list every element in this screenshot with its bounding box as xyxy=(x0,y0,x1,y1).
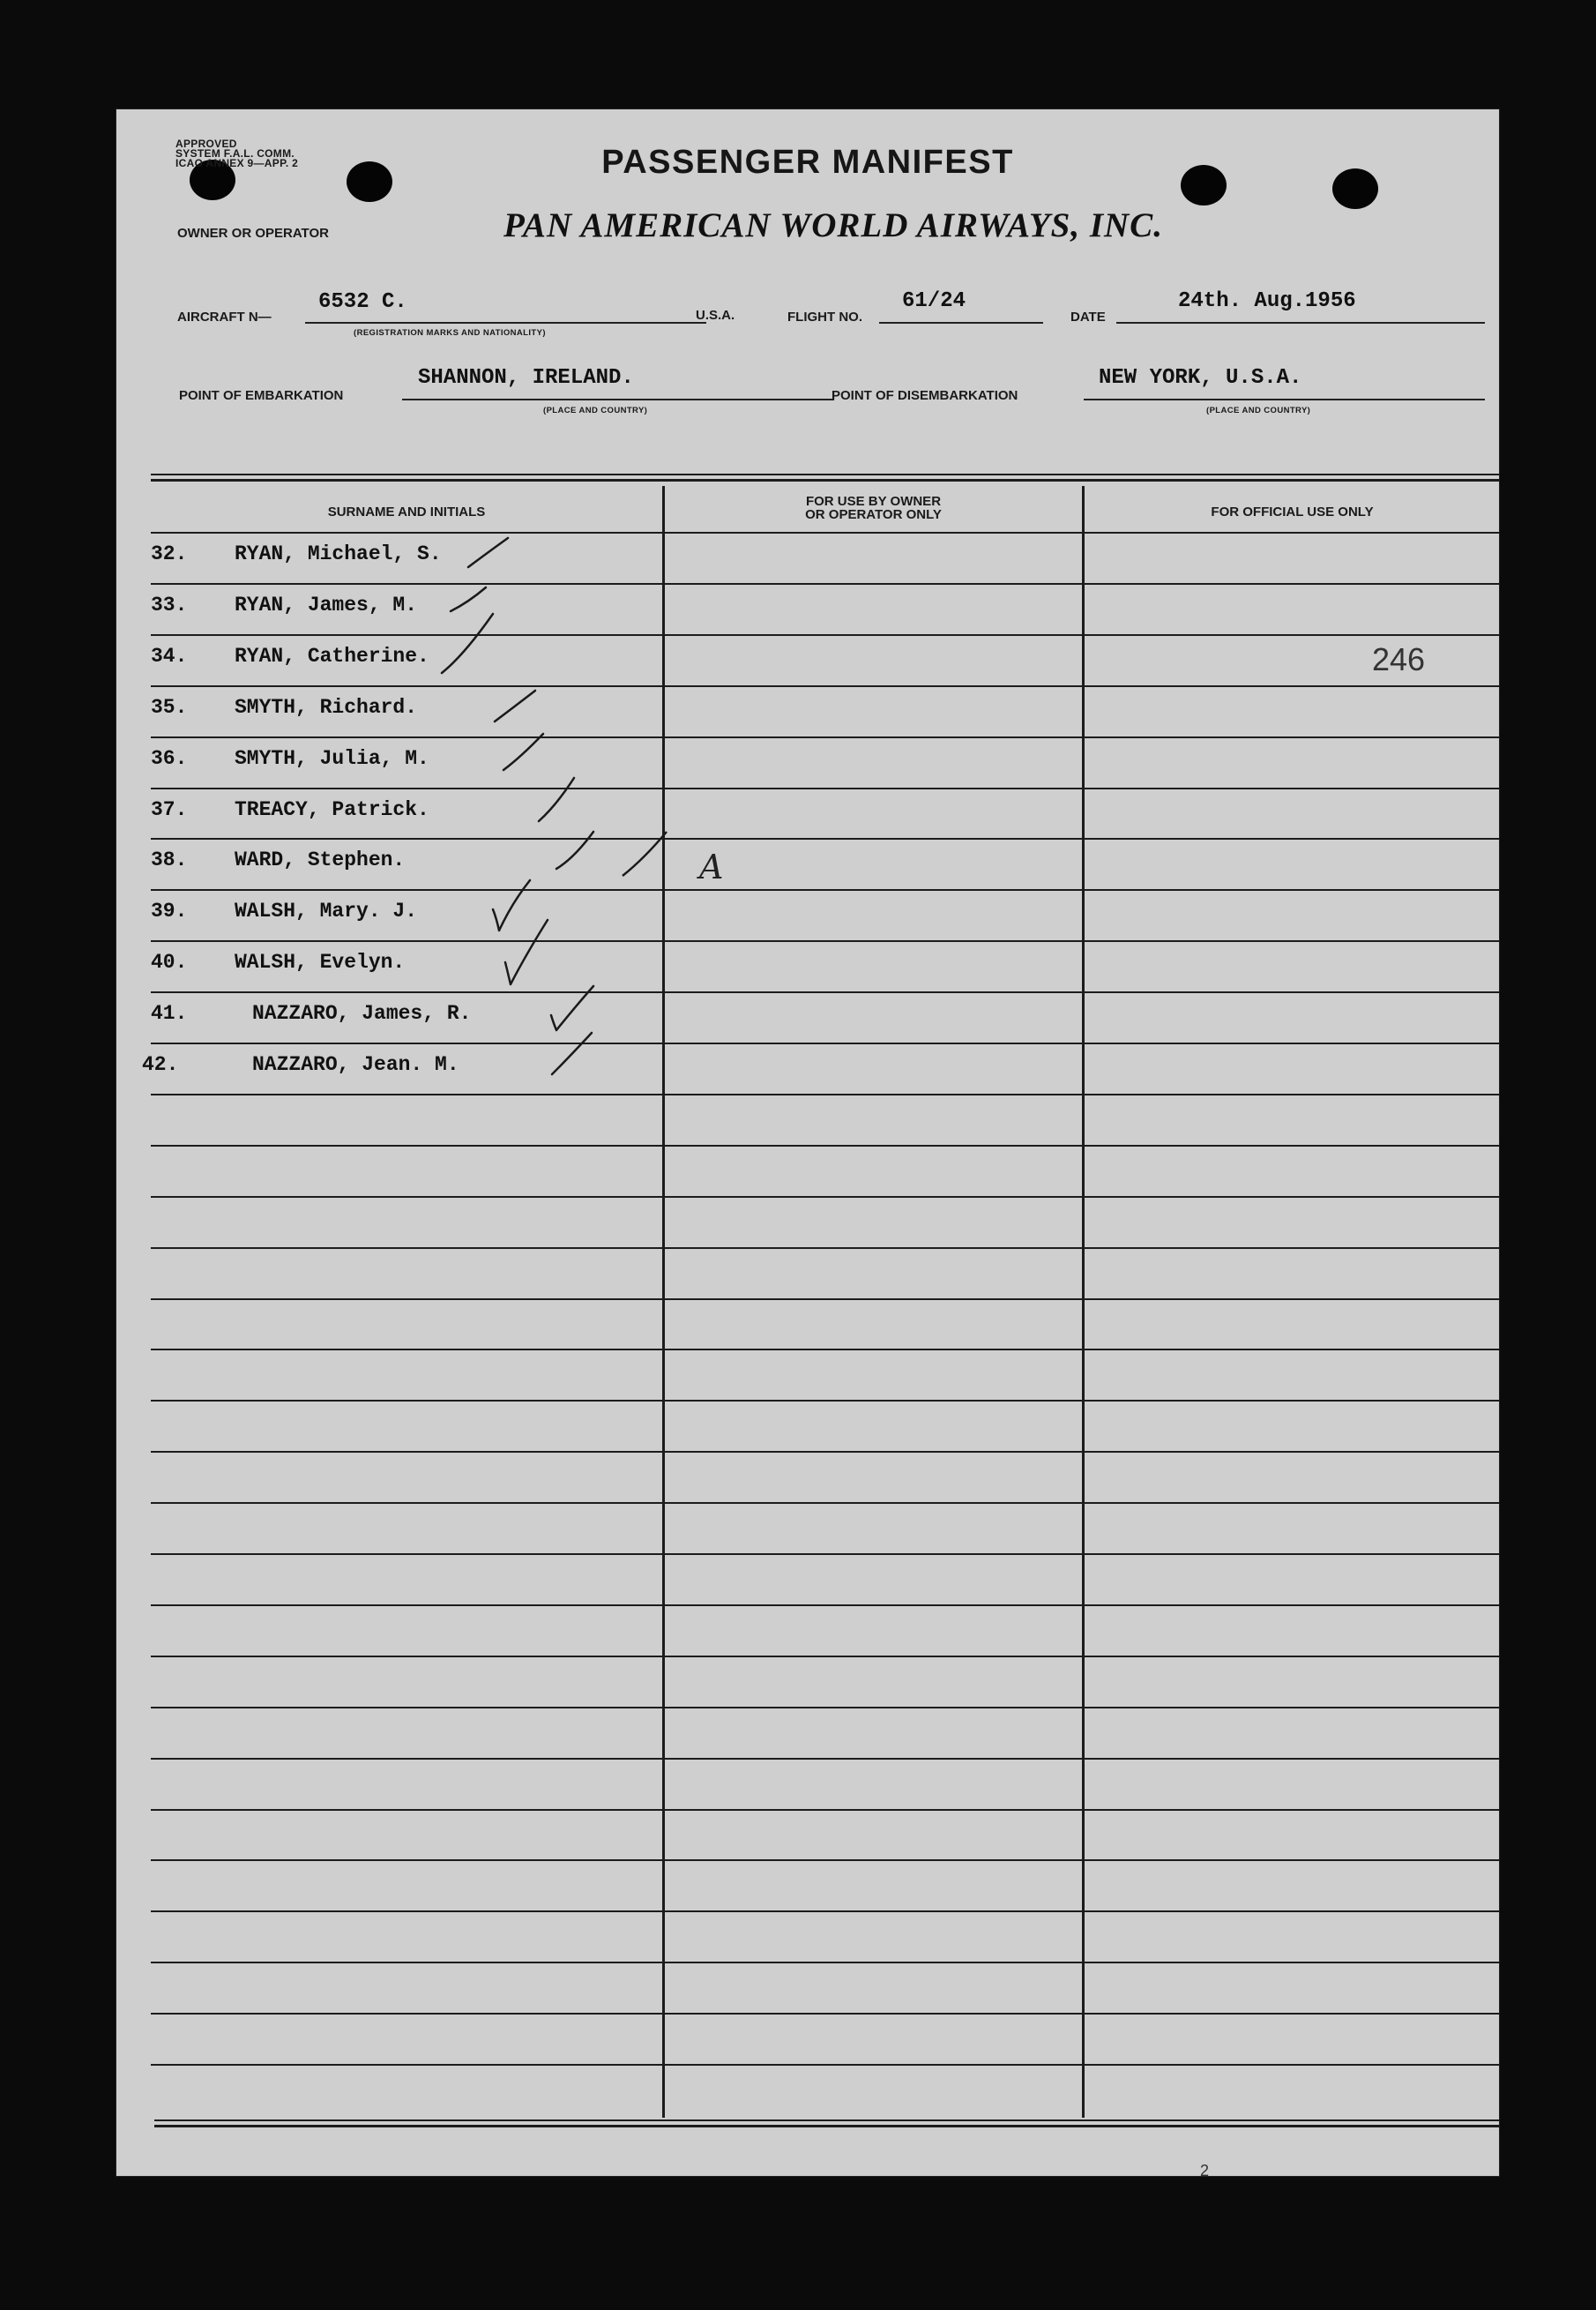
registration-note: (REGISTRATION MARKS AND NATIONALITY) xyxy=(354,328,546,338)
nationality-label: U.S.A. xyxy=(696,308,735,323)
passenger-number: 37. xyxy=(151,798,188,821)
passenger-number: 36. xyxy=(151,747,188,770)
flight-value: 61/24 xyxy=(902,289,966,313)
passenger-name: RYAN, Catherine. xyxy=(235,645,429,668)
owner-mark: A xyxy=(699,848,724,886)
passenger-name: TREACY, Patrick. xyxy=(235,798,429,821)
disembarkation-note: (PLACE AND COUNTRY) xyxy=(1206,406,1311,415)
manifest-page xyxy=(116,108,1500,2177)
passenger-number: 40. xyxy=(151,951,188,974)
passenger-name: NAZZARO, James, R. xyxy=(252,1002,472,1025)
checkmark xyxy=(552,1033,592,1074)
passenger-number: 35. xyxy=(151,696,188,719)
checkmark xyxy=(551,986,593,1030)
passenger-number: 32. xyxy=(151,542,188,565)
passenger-name: RYAN, James, M. xyxy=(235,594,418,617)
checkmark xyxy=(503,734,543,770)
passenger-name: SMYTH, Richard. xyxy=(235,696,418,719)
checkmark xyxy=(495,691,535,721)
passenger-name: RYAN, Michael, S. xyxy=(235,542,442,565)
owner-slash xyxy=(623,832,667,876)
approval-line: ICAO ANNEX 9—APP. 2 xyxy=(175,157,299,169)
aircraft-label: AIRCRAFT N— xyxy=(177,310,272,325)
passenger-name: SMYTH, Julia, M. xyxy=(235,747,429,770)
checkmark xyxy=(556,832,593,869)
passenger-number: 38. xyxy=(151,848,188,871)
checkmark xyxy=(493,880,530,931)
approval-line: SYSTEM F.A.L. COMM. xyxy=(175,147,295,160)
page-title: PASSENGER MANIFEST xyxy=(601,144,1014,181)
official-number: 246 xyxy=(1372,641,1426,677)
column-header-official: FOR OFFICIAL USE ONLY xyxy=(1211,505,1374,520)
passenger-number: 41. xyxy=(151,1002,188,1025)
owner-label: OWNER OR OPERATOR xyxy=(177,226,329,241)
passenger-name: WALSH, Evelyn. xyxy=(235,951,406,974)
embarkation-note: (PLACE AND COUNTRY) xyxy=(543,406,648,415)
aircraft-value: 6532 C. xyxy=(318,290,407,314)
checkmark xyxy=(505,920,548,984)
footer-mark: 2 xyxy=(1200,2162,1210,2179)
passenger-number: 34. xyxy=(151,645,188,668)
passenger-number: 33. xyxy=(151,594,188,617)
approval-line: APPROVED xyxy=(175,138,237,150)
passenger-name: NAZZARO, Jean. M. xyxy=(252,1053,459,1076)
embarkation-value: SHANNON, IRELAND. xyxy=(418,366,634,390)
passenger-number: 39. xyxy=(151,900,188,923)
date-label: DATE xyxy=(1070,310,1106,325)
handwritten-checkmarks xyxy=(116,108,1500,2177)
column-header-owner-line: FOR USE BY OWNER xyxy=(805,494,942,509)
disembarkation-value: NEW YORK, U.S.A. xyxy=(1099,366,1302,390)
checkmark xyxy=(442,614,493,673)
passenger-name: WARD, Stephen. xyxy=(235,848,406,871)
column-header-owner-line: OR OPERATOR ONLY xyxy=(805,507,942,522)
disembarkation-label: POINT OF DISEMBARKATION xyxy=(832,388,1018,403)
checkmark xyxy=(451,587,486,611)
passenger-name: WALSH, Mary. J. xyxy=(235,900,418,923)
checkmark xyxy=(539,778,574,821)
passenger-number: 42. xyxy=(142,1053,179,1076)
date-value: 24th. Aug.1956 xyxy=(1178,289,1356,313)
column-header-surname: SURNAME AND INITIALS xyxy=(327,505,486,520)
flight-label: FLIGHT NO. xyxy=(787,310,862,325)
airline-name: PAN AMERICAN WORLD AIRWAYS, INC. xyxy=(503,206,1163,244)
checkmark xyxy=(468,538,508,567)
embarkation-label: POINT OF EMBARKATION xyxy=(179,388,344,403)
